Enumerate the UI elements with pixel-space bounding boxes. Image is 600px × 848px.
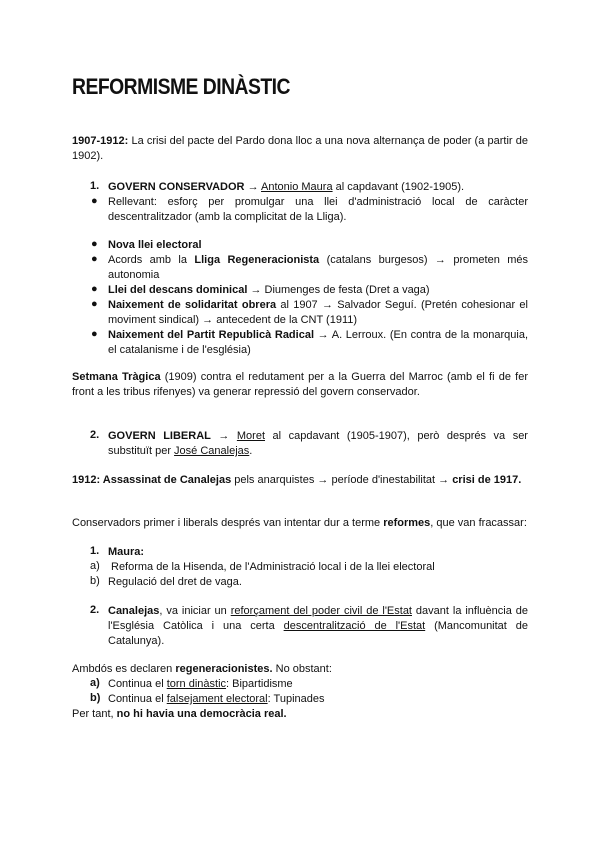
reformes-bold: reformes xyxy=(383,517,431,529)
item-text: : Bipartidisme xyxy=(226,678,293,690)
intro-paragraph xyxy=(72,134,528,164)
list-letter: b) xyxy=(90,692,101,704)
item-bold: Lliga Regeneracionista xyxy=(194,254,320,266)
maura-label: Maura: xyxy=(108,546,145,558)
canalejas-1912-paragraph xyxy=(72,473,528,488)
list-letter: b) xyxy=(90,575,100,587)
liberal-text: al capdavant (1905-1907), però després va ser substituït per xyxy=(108,430,528,457)
setmana-bold: Setmana Tràgica xyxy=(72,371,161,383)
maura-item-b: Regulació del dret de vaga. xyxy=(108,576,242,588)
ambdos-text: No obstant: xyxy=(272,663,332,675)
item-text: Acords amb la xyxy=(108,254,195,266)
list-item xyxy=(108,298,528,328)
crisi-1917: crisi de 1917. xyxy=(452,474,522,486)
intro-years: 1907-1912: xyxy=(72,135,129,147)
list-number: 2. xyxy=(90,429,100,441)
item-bold: Naixement del Partit Republicà Radical xyxy=(108,329,315,341)
list-item xyxy=(108,253,528,283)
conservador-label: GOVERN CONSERVADOR xyxy=(108,181,245,193)
bullet-dot-icon: ● xyxy=(91,298,98,310)
maura-item-a: Reforma de la Hisenda, de l'Administració local i de la llei electoral xyxy=(111,561,435,573)
ambdos-item-a xyxy=(108,677,528,692)
ambdos-text: Ambdós es declaren xyxy=(72,663,176,675)
canalejas-1912-text: pels anarquistes → període d'inestabilitat → xyxy=(231,474,453,486)
item-text: Continua el xyxy=(108,678,167,690)
ambdos-item-b xyxy=(108,692,528,707)
arrow-text: → xyxy=(210,430,237,442)
conservador-rest: al capdavant (1902-1905). xyxy=(332,181,465,193)
item-text: (catalans burgesos) → prometen més autonomia xyxy=(108,254,528,281)
liberal-heading xyxy=(108,429,528,459)
list-item xyxy=(108,283,528,298)
bullet-dot-icon: ● xyxy=(91,253,98,265)
item-text: → A. Lerroux. (En contra de la monarquia, el catalanisme i de l'església) xyxy=(108,329,528,356)
canalejas-label: Canalejas xyxy=(108,605,160,617)
liberal-leader2: José Canalejas xyxy=(174,445,250,457)
canalejas-paragraph xyxy=(108,604,528,649)
list-letter: a) xyxy=(90,560,100,572)
bullet-dot-icon: ● xyxy=(91,238,98,250)
conservador-heading xyxy=(108,180,528,195)
setmana-paragraph xyxy=(72,370,528,400)
list-letter: a) xyxy=(90,677,100,689)
item-bold: Llei del descans dominical xyxy=(108,284,248,296)
liberal-label: GOVERN LIBERAL xyxy=(108,430,211,442)
conclusio-paragraph xyxy=(72,707,528,722)
item-underline: torn dinàstic xyxy=(166,678,227,690)
item-text: Continua el xyxy=(108,693,167,705)
list-number: 1. xyxy=(90,545,100,557)
reformes-paragraph xyxy=(72,516,528,531)
conclusio-text: Per tant, xyxy=(72,708,117,720)
list-item xyxy=(108,238,528,253)
reformes-text: Conservadors primer i liberals després van intentar dur a terme xyxy=(72,517,384,529)
item-text: : Tupinades xyxy=(267,693,325,705)
arrow-text: → xyxy=(244,181,262,193)
canalejas-text: davant la influència de l'Església Catòlica i una certa xyxy=(108,605,528,632)
item-text: → Diumenges de festa (Dret a vaga) xyxy=(247,284,430,296)
canalejas-underline: reforçament del poder civil de l'Estat xyxy=(230,605,412,617)
conclusio-bold: no hi havia una democràcia real. xyxy=(116,708,287,720)
canalejas-text: (Mancomunitat de Catalunya). xyxy=(108,620,528,647)
list-number: 2. xyxy=(90,604,100,616)
setmana-text: (1909) contra el redutament per a la Guerra del Marroc (amb el fi de fer front a les tribus rifenyes) va generar repressió del govern conservador. xyxy=(72,371,528,398)
canalejas-1912-bold: 1912: Assassinat de Canalejas xyxy=(72,474,232,486)
ambdos-bold: regeneracionistes. xyxy=(175,663,273,675)
liberal-leader: Moret xyxy=(236,430,266,442)
item-text: al 1907 → Salvador Seguí. (Pretén cohesionar el moviment sindical) → antecedent de la CNT (1911) xyxy=(108,299,528,326)
reformes-text: , que van fracassar: xyxy=(430,517,527,529)
page-title: REFORMISME DINÀSTIC xyxy=(72,74,290,99)
intro-text: La crisi del pacte del Pardo dona lloc a una nova alternança de poder (a partir de 1902). xyxy=(72,135,528,162)
item-underline: falsejament electoral xyxy=(166,693,268,705)
item-bold: Naixement de solidaritat obrera xyxy=(108,299,277,311)
ambdos-paragraph xyxy=(72,662,528,677)
liberal-end: . xyxy=(249,445,253,457)
canalejas-text: , va iniciar un xyxy=(159,605,231,617)
maura-heading xyxy=(108,545,528,560)
list-item xyxy=(108,328,528,358)
conservador-bullet: Rellevant: esforç per promulgar una llei d'administració local de caràcter descentralitzador (amb la complicitat de la Lliga). xyxy=(108,196,528,223)
item-bold: Nova llei electoral xyxy=(108,239,202,251)
bullet-dot-icon: ● xyxy=(91,283,98,295)
bullet-dot-icon: ● xyxy=(91,328,98,340)
list-number: 1. xyxy=(90,180,100,192)
conservador-leader: Antonio Maura xyxy=(261,181,333,193)
bullet-dot-icon: ● xyxy=(91,195,98,207)
canalejas-underline: descentralització de l'Estat xyxy=(283,620,426,632)
